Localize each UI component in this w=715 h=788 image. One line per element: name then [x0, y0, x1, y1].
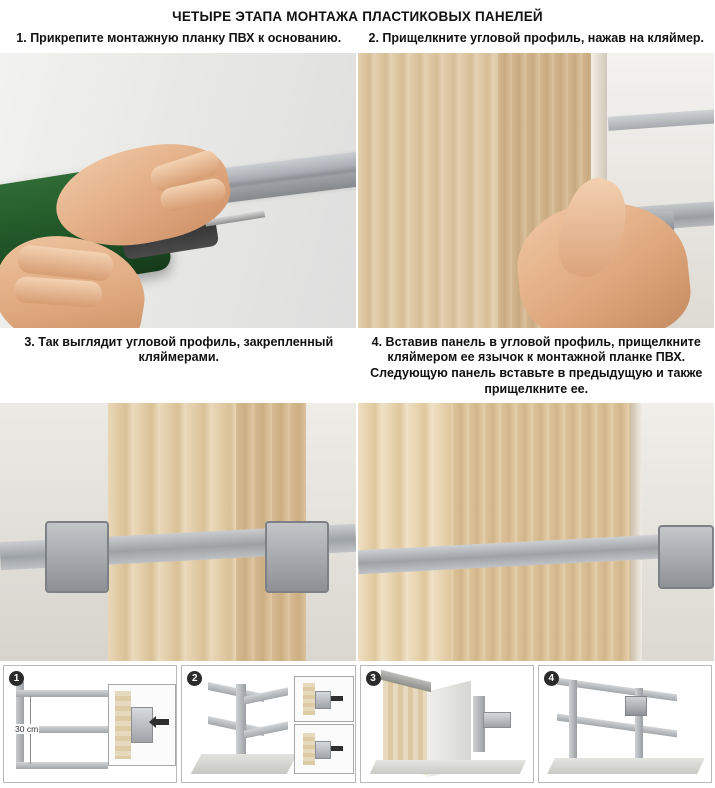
diagram-1-callout [108, 684, 176, 766]
diagram-frame-assembly [538, 665, 712, 783]
photo-corner-profile-clip [358, 53, 714, 328]
photos-row-bottom [0, 403, 715, 661]
caption-step-4-cell [358, 335, 715, 398]
caption-step-1-cell [0, 31, 358, 47]
diagram-mounting-strip-spacing [3, 665, 177, 783]
diagram-1-number: 1 [9, 671, 24, 686]
caption-step-3-cell [0, 335, 358, 398]
diagram-2-number: 2 [187, 671, 202, 686]
diagram-panel-insert [360, 665, 534, 783]
diagram-1-dimension-label: 30 cm [14, 724, 39, 734]
diagram-corner-profile-clip [181, 665, 355, 783]
caption-step-3: 3. Так выглядит угловой профиль, закрепленный кляймерами. [6, 335, 352, 366]
caption-step-4: 4. Вставив панель в угловой профиль, прищелкните кляймером ее язычок к монтажной планке ПВХ. Следующую панель вставьте в предыдущую и также прищелкните ее. [364, 335, 710, 398]
captions-row-bottom [0, 328, 715, 404]
page-title: ЧЕТЫРЕ ЭТАПА МОНТАЖА ПЛАСТИКОВЫХ ПАНЕЛЕЙ [0, 0, 715, 24]
photos-row-top [0, 53, 715, 328]
photo-panel-inserted [358, 403, 714, 661]
diagram-strip [0, 661, 715, 788]
photo-drill-fixing-pvc-strip [0, 53, 356, 328]
diagram-3-number: 3 [366, 671, 381, 686]
photo-corner-profile-fixed [0, 403, 356, 661]
caption-step-2-cell [358, 31, 715, 47]
caption-step-2: 2. Прищелкните угловой профиль, нажав на кляймер. [364, 31, 710, 47]
caption-step-1: 1. Прикрепите монтажную планку ПВХ к основанию. [6, 31, 352, 47]
captions-row-top [0, 24, 715, 53]
diagram-2-callout-bottom [294, 724, 354, 774]
diagram-2-callout-top [294, 676, 354, 722]
diagram-4-number: 4 [544, 671, 559, 686]
